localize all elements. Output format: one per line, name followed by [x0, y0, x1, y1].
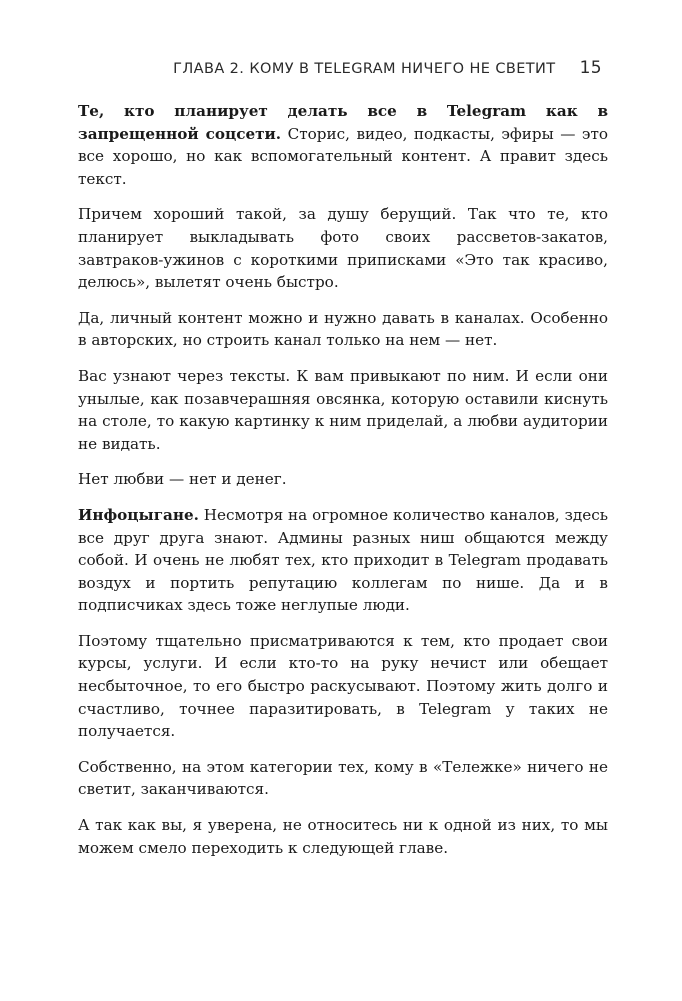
paragraph-text: Собственно, на этом категории тех, кому в «Тележке» ничего не светит, заканчиваются. [78, 757, 608, 799]
paragraph [78, 756, 608, 801]
paragraph-text: Да, личный контент можно и нужно давать в каналах. Особенно в авторских, но строить канал только на нем — нет. [78, 308, 608, 350]
paragraph-text: Сторис, видео, подкасты, эфиры — это все хорошо, но как вспомогательный контент. А правит здесь текст. [78, 124, 608, 188]
paragraph [78, 365, 608, 455]
paragraph-text: Поэтому тщательно присматриваются к тем, кто продает свои курсы, услуги. И если кто-то на руку нечист или обещает несбыточное, то его быстро раскусывают. Поэтому жить долго и счастливо, точнее паразитировать, в Telegram у таких не получается. [78, 631, 608, 741]
paragraph-text: Вас узнают через тексты. К вам привыкают по ним. И если они унылые, как позавчерашняя овсянка, которую оставили киснуть на столе, то какую картинку к ним приделай, а любви аудитории не видать. [78, 366, 608, 453]
paragraph [78, 630, 608, 743]
paragraph [78, 504, 608, 617]
paragraph [78, 468, 608, 491]
paragraph-lead: Те, кто планирует делать все в Telegram как в запрещенной соцсети. [78, 102, 608, 143]
paragraph [78, 203, 608, 293]
page-number: 15 [579, 58, 602, 78]
paragraph [78, 307, 608, 352]
paragraph-text: Причем хороший такой, за душу берущий. Так что те, кто планирует выкладывать фото своих рассветов-закатов, завтраков-ужинов с короткими приписками «Это так красиво, делюсь», вылетят очень быстро. [78, 205, 608, 292]
running-header [80, 58, 602, 78]
paragraph-lead: Инфоцыгане. [78, 505, 199, 524]
paragraph [78, 814, 608, 859]
paragraph-text: А так как вы, я уверена, не относитесь ни к одной из них, то мы можем смело переходить к следующей главе. [78, 816, 608, 857]
chapter-title: ГЛАВА 2. КОМУ В TELEGRAM НИЧЕГО НЕ СВЕТИТ [173, 61, 556, 77]
paragraph-text: Нет любви — нет и денег. [78, 470, 287, 489]
paragraph [78, 100, 608, 190]
paragraph-text: Несмотря на огромное количество каналов, здесь все друг друга знают. Админы разных ниш общаются между собой. И очень не любят тех, кто приходит в Telegram продавать воздух и портить репутацию коллегам по нише. Да и в подписчиках здесь тоже неглупые люди. [78, 505, 608, 615]
body-text [78, 100, 608, 872]
